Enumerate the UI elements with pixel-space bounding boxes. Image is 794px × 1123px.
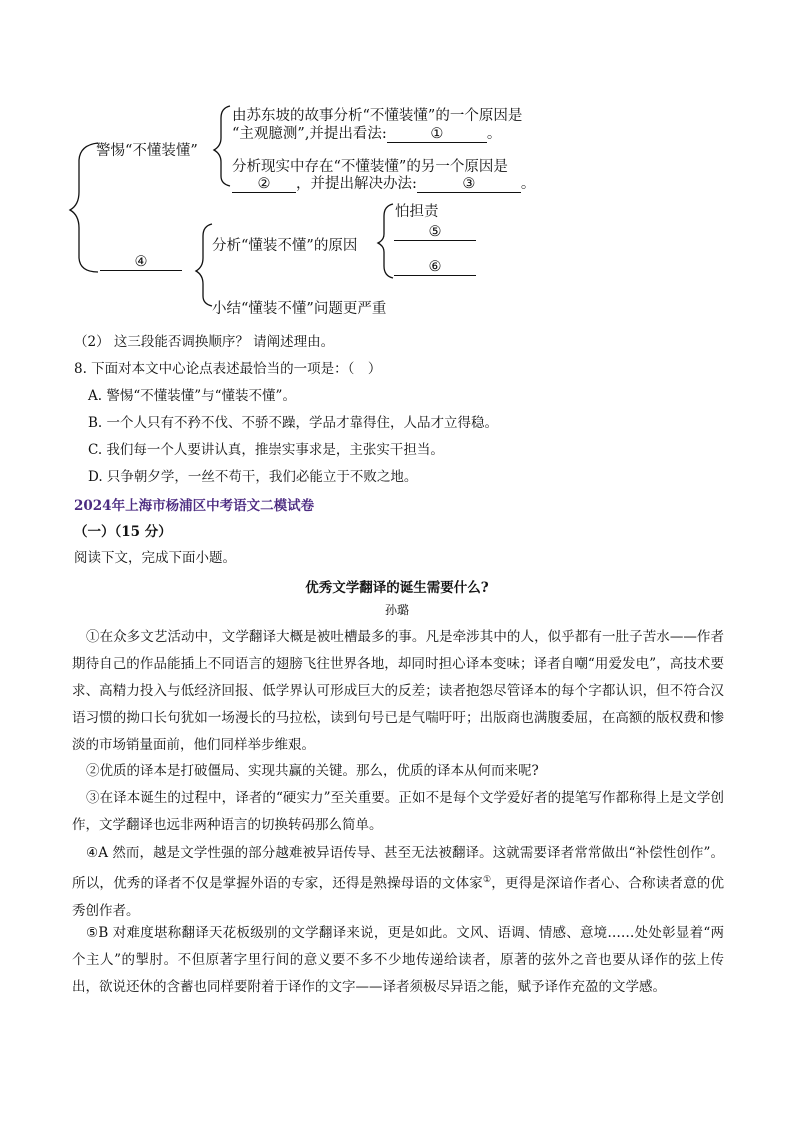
paragraph-4-text: ④A 然而，越是文学性强的部分越难被异语传导、甚至无法被翻译。这就需要译者常常做出“补偿性创作”。所以，优秀的译者不仅是掌握外语的专家，还得是熟操母语的文体家 [72,845,724,892]
question-2: （2） 这三段能否调换顺序？ 请阐述理由。 [74,334,335,350]
article-title: 优秀文学翻译的诞生需要什么? [305,580,489,596]
option-b[interactable]: B. 一个人只有不矜不伐、不骄不躁，学品才靠得住，人品才立得稳。 [88,415,499,431]
reason-label: 分析“懂装不懂”的原因 [212,238,358,254]
paragraph-4-text-end: ，更得是深谙作者心、合称读者意的优秀创作者。 [72,875,725,919]
punct: 。 [520,176,536,192]
blank-1[interactable]: ① [387,126,487,143]
node-4 [100,254,182,271]
blank-5[interactable]: ⑤ [394,224,476,241]
reason-node-6 [394,259,476,276]
question-8-stem: 8. 下面对本文中心论点表述最恰当的一项是：（ ） [74,361,382,377]
branch2-brace [196,224,212,306]
reason-item-1: 怕担责 [395,204,439,220]
instruction: 阅读下文，完成下面小题。 [74,550,236,566]
paragraph-4 [72,840,724,925]
branch1-brace [214,106,230,186]
summary-label: 小结“懂装不懂”问题更严重 [212,301,387,317]
blank-4[interactable]: ④ [100,254,182,271]
footnote-ref[interactable]: ① [483,875,492,885]
paragraph-5: ⑤B 对难度堪称翻译天花板级别的文学翻译来说，更是如此。文风、语调、情感、意境……处处彰显着“两个主人”的掣肘。不但原著字里行间的意义要不多不少地传递给读者，原著的弦外之音也要从译作的弦上传出，欲说还休的含蓄也同样要附着于译作的文字——译者须极尽异语之能，赋予译作充盈的文学感。 [72,925,724,995]
root-brace [70,143,98,272]
branch2-mid: ，并提出解决办法: [296,176,417,192]
blank-3[interactable]: ③ [417,176,521,193]
branch1-line2-text: “主观臆测”,并提出看法: [232,126,387,142]
branch2-line2 [232,172,535,193]
branch1-line2 [232,122,501,143]
paragraph-3: ③在译本诞生的过程中，译者的“硬实力”至关重要。正如不是每个文学爱好者的提笔写作都称得上是文学创作，文学翻译也远非两种语言的切换转码那么简单。 [72,790,724,833]
blank-6[interactable]: ⑥ [394,259,476,276]
root-label: 警惕“不懂装懂” [96,143,198,159]
article-author: 孙璐 [384,603,409,617]
option-a[interactable]: A. 警惕“不懂装懂”与“懂装不懂”。 [88,388,296,404]
punct: 。 [486,126,502,142]
paragraph-2: ②优质的译本是打破僵局、实现共赢的关键。那么，优质的译本从何而来呢? [86,763,539,779]
paragraph-1: ①在众多文艺活动中，文学翻译大概是被吐槽最多的事。凡是牵涉其中的人，似乎都有一肚子苦水——作者期待自己的作品能插上不同语言的翅膀飞往世界各地，却同时担心译本变味；译者自嘲“用爱发电”，高技术要求、高精力投入与低经济回报、低学界认可形成巨大的反差；读者抱怨尽管译本的每个字都认识，但不符合汉语习惯的拗口长句犹如一场漫长的马拉松，读到句号已是气喘吁吁；出版商也满腹委屈，在高额的版权费和惨淡的市场销量面前，他们同样举步维艰。 [72,629,724,753]
option-c[interactable]: C. 我们每一个人要讲认真，推崇实事求是，主张实干担当。 [88,442,444,458]
reason-node-5 [394,224,476,241]
branch2-line1: 分析现实中存在“不懂装懂”的另一个原因是 [232,159,508,175]
branch1-line1: 由苏东坡的故事分析“不懂装懂”的一个原因是 [232,108,523,124]
exam-title: 2024年上海市杨浦区中考语文二模试卷 [74,498,315,514]
section-heading: （一）（15 分） [74,524,172,540]
reason-brace [378,204,393,278]
blank-2[interactable]: ② [232,176,296,193]
option-d[interactable]: D. 只争朝夕学，一丝不苟干，我们必能立于不败之地。 [88,469,418,485]
